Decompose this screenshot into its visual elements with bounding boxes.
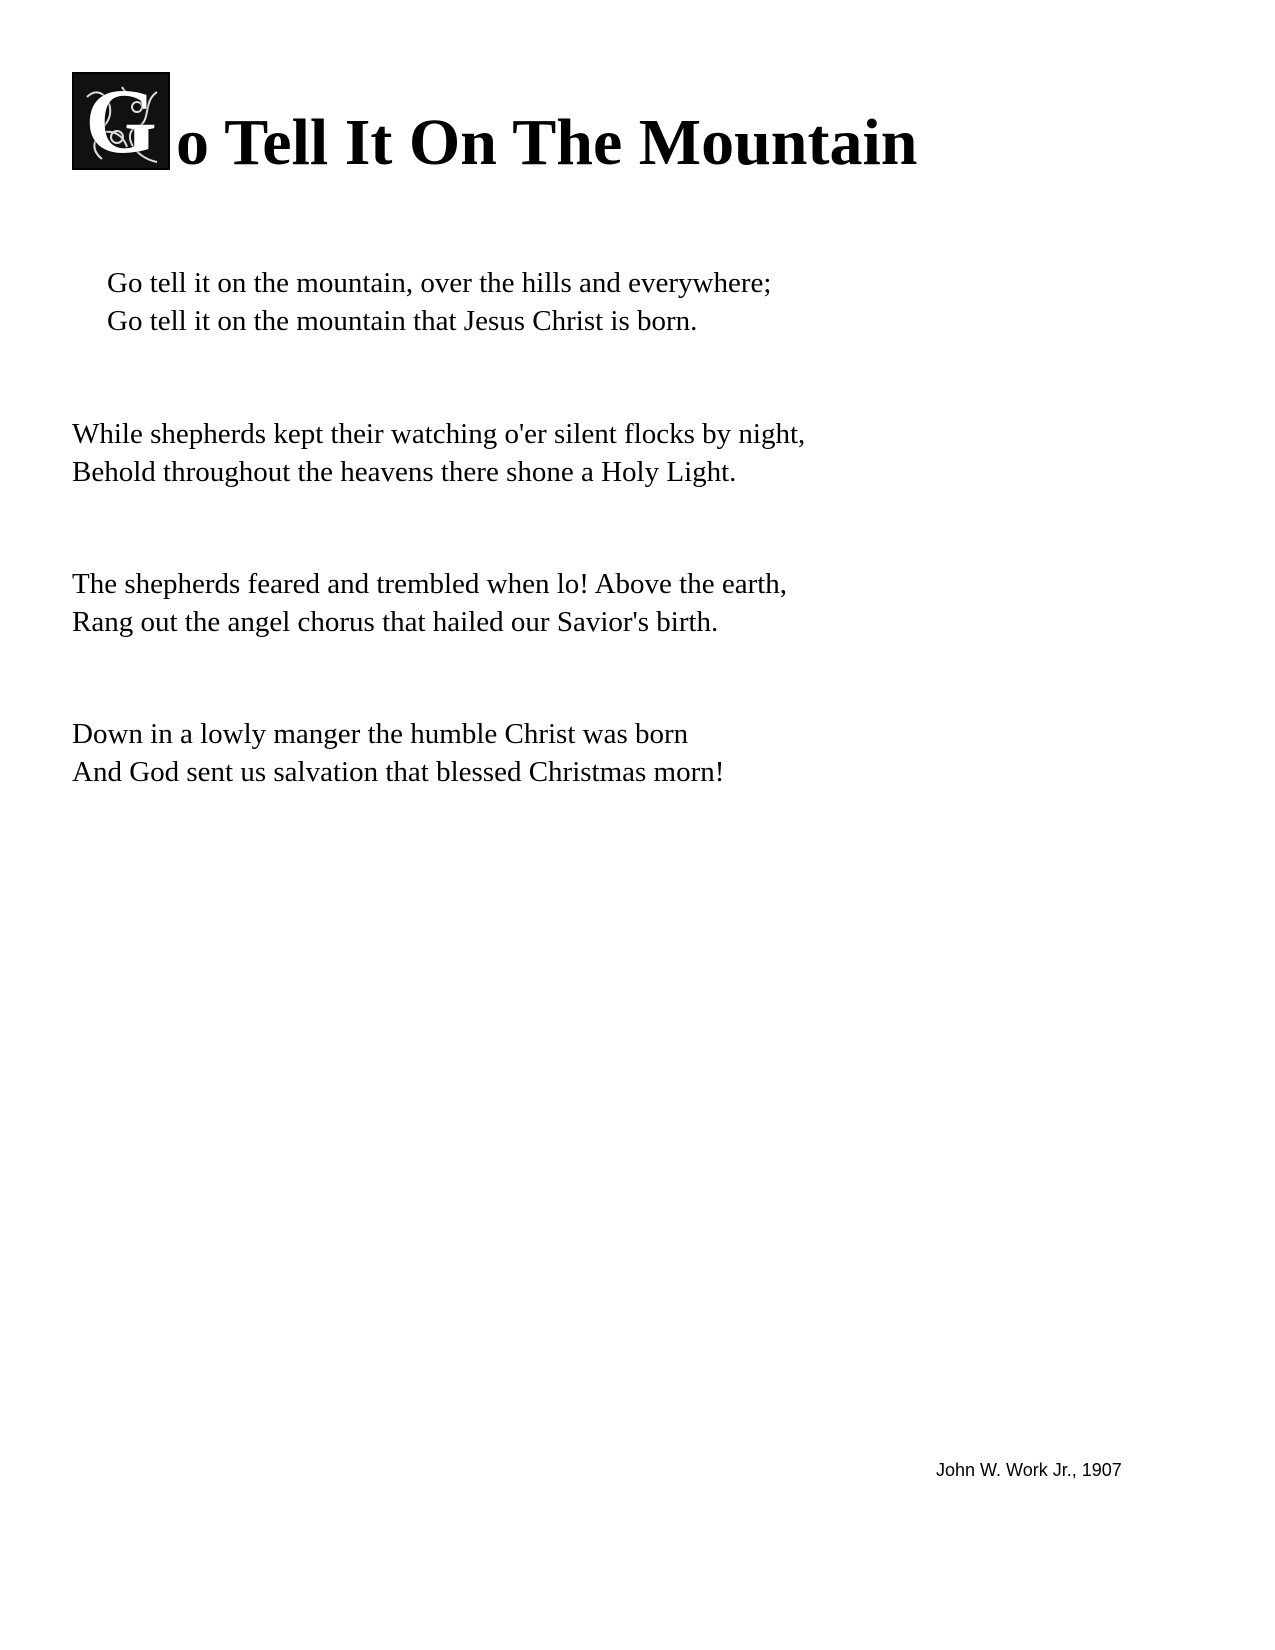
lyric-line: Rang out the angel chorus that hailed our Savior's birth.	[72, 606, 719, 638]
attribution: John W. Work Jr., 1907	[936, 1460, 1122, 1480]
lyric-line: And God sent us salvation that blessed Christmas morn!	[72, 756, 725, 788]
verse-2	[72, 565, 787, 641]
lyric-line: Behold throughout the heavens there shone a Holy Light.	[72, 456, 737, 488]
lyric-line: Down in a lowly manger the humble Christ was born	[72, 718, 689, 750]
lyric-line: Go tell it on the mountain that Jesus Christ is born.	[107, 305, 698, 337]
chorus	[107, 264, 771, 340]
lyric-line: While shepherds kept their watching o'er silent flocks by night,	[72, 418, 806, 450]
lyric-line: Go tell it on the mountain, over the hills and everywhere;	[107, 267, 772, 299]
decorative-initial-g: G	[72, 72, 170, 170]
page-title	[72, 70, 918, 179]
lyric-line: The shepherds feared and trembled when lo! Above the earth,	[72, 568, 788, 600]
verse-1	[72, 415, 805, 491]
title-text: o Tell It On The Mountain	[176, 106, 918, 179]
verse-3	[72, 715, 724, 791]
